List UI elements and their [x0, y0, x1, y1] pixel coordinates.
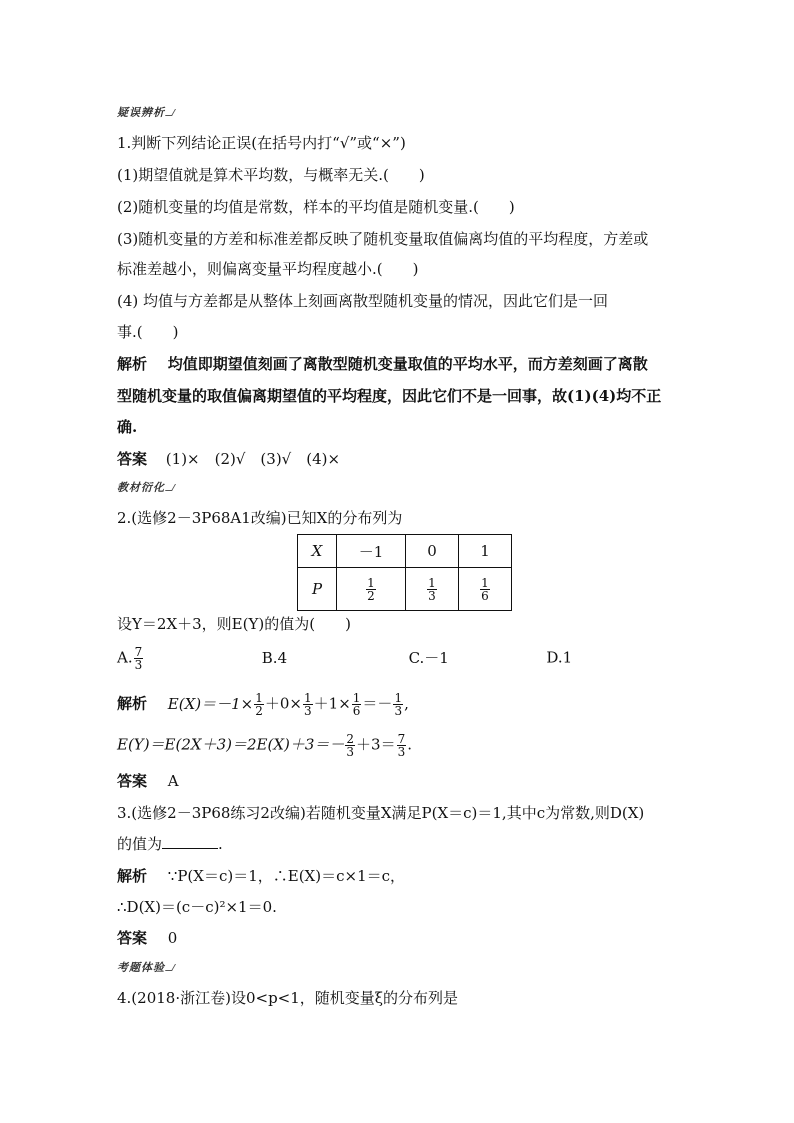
- table-cell: [406, 568, 459, 611]
- q3-stem-line-2: [117, 834, 223, 854]
- fraction-den: 3: [304, 704, 312, 718]
- formula-part: E(X)＝－1×: [167, 694, 254, 713]
- q1-analysis-line-1: [117, 354, 648, 374]
- formula-part: ＋0×: [264, 694, 303, 713]
- formula-part: ＋3＝: [356, 735, 396, 754]
- analysis-label: 解析: [117, 867, 148, 885]
- table-cell: －1: [337, 535, 406, 568]
- section-label-misconception: 疑误辨析: [117, 104, 174, 120]
- q1-item-2: (2)随机变量的均值是常数，样本的平均值是随机变量.( ): [117, 198, 515, 216]
- q2-analysis-line-1: [117, 692, 409, 717]
- answer-value: 0: [167, 929, 178, 947]
- q1-item-4a: (4) 均值与方差都是从整体上刻画离散型随机变量的情况，因此它们是一回: [117, 292, 609, 310]
- q1-analysis-line-2: 型随机变量的取值偏离期望值的平均程度，因此它们不是一回事，故(1)(4)均不正: [117, 387, 662, 405]
- formula-part: ＋1×: [313, 694, 351, 713]
- q2-options: [117, 646, 677, 671]
- formula-part: ,: [404, 694, 409, 713]
- answer-value: (1)× (2)√ (3)√ (4)×: [165, 450, 341, 468]
- fraction-den: 2: [367, 588, 375, 603]
- option-a-label: A.: [117, 648, 133, 667]
- q2-answer-line: [117, 771, 179, 791]
- fraction-num: 1: [428, 575, 436, 590]
- fraction-num: 1: [367, 575, 375, 590]
- stem-text: 的值为: [117, 835, 163, 853]
- fraction-num: 1: [481, 575, 489, 590]
- fraction-den: 3: [428, 588, 436, 603]
- fraction-den: 3: [397, 745, 406, 759]
- answer-value: A: [167, 772, 179, 790]
- answer-label: 答案: [117, 772, 148, 790]
- fraction-den: 6: [352, 704, 361, 718]
- analysis-text: 均值即期望值刻画了离散型随机变量取值的平均水平，而方差刻画了离散: [167, 355, 648, 373]
- fraction-den: 3: [134, 658, 143, 672]
- analysis-label: 解析: [117, 694, 148, 713]
- q3-answer-line: [117, 928, 177, 948]
- option-b: B.4: [261, 648, 288, 667]
- option-d: D.1: [546, 648, 573, 667]
- fraction-num: 1: [394, 691, 403, 705]
- section-label-textbook: 教材衍化: [117, 479, 174, 495]
- distribution-table: [297, 534, 512, 611]
- q1-item-3b: 标准差越小，则偏离变量平均程度越小.( ): [117, 260, 419, 278]
- table-cell: [337, 568, 406, 611]
- fraction-num: 7: [134, 645, 143, 659]
- fraction-den: 2: [255, 704, 263, 718]
- fraction-den: 3: [346, 745, 355, 759]
- stem-tail: .: [218, 835, 223, 853]
- fraction-den: 3: [394, 704, 403, 718]
- analysis-text: ∵P(X＝c)＝1，∴E(X)＝c×1＝c，: [167, 867, 406, 885]
- table-cell: P: [298, 568, 337, 611]
- table-row: [298, 568, 512, 611]
- q4-stem: 4.(2018·浙江卷)设0<p<1，随机变量ξ的分布列是: [117, 989, 459, 1007]
- option-c: C.－1: [408, 648, 449, 667]
- fraction-num: 2: [346, 732, 355, 746]
- q3-stem-line-1: 3.(选修2－3P68练习2改编)若随机变量X满足P(X＝c)＝1,其中c为常数,则D(X): [117, 804, 645, 822]
- table-cell: 1: [459, 535, 512, 568]
- formula-part: .: [407, 735, 413, 754]
- q1-answer-line: [117, 449, 340, 469]
- formula-part: E(Y)＝E(2X＋3)＝2E(X)＋3＝－: [117, 735, 345, 754]
- formula-part: ＝－: [362, 694, 393, 713]
- section-label-exam: 考题体验: [117, 959, 174, 975]
- q1-stem: 1.判断下列结论正误(在括号内打“√”或“×”): [117, 134, 406, 152]
- q1-item-3a: (3)随机变量的方差和标准差都反映了随机变量取值偏离均值的平均程度，方差或: [117, 230, 649, 248]
- fraction-num: 1: [352, 691, 361, 705]
- analysis-label: 解析: [117, 355, 148, 373]
- fraction-num: 1: [304, 691, 312, 705]
- table-cell: X: [298, 535, 337, 568]
- answer-blank: [162, 834, 218, 849]
- q1-analysis-line-3: 确.: [117, 418, 138, 436]
- q2-stem: 2.(选修2－3P68A1改编)已知X的分布列为: [117, 509, 403, 527]
- q1-item-1: (1)期望值就是算术平均数，与概率无关.( ): [117, 166, 425, 184]
- q2-question: 设Y＝2X＋3，则E(Y)的值为( ): [117, 615, 351, 633]
- q1-item-4b: 事.( ): [117, 323, 179, 341]
- answer-label: 答案: [117, 929, 148, 947]
- q2-analysis-line-2: [117, 733, 412, 758]
- q3-analysis-line-2: ∴D(X)＝(c－c)²×1＝0.: [117, 898, 277, 916]
- option-a: [117, 646, 257, 671]
- fraction-den: 6: [481, 588, 489, 603]
- table-row: [298, 535, 512, 568]
- fraction-num: 1: [255, 691, 263, 705]
- table-cell: [459, 568, 512, 611]
- fraction-num: 7: [397, 732, 406, 746]
- q3-analysis-line-1: [117, 866, 405, 886]
- answer-label: 答案: [117, 450, 148, 468]
- table-cell: 0: [406, 535, 459, 568]
